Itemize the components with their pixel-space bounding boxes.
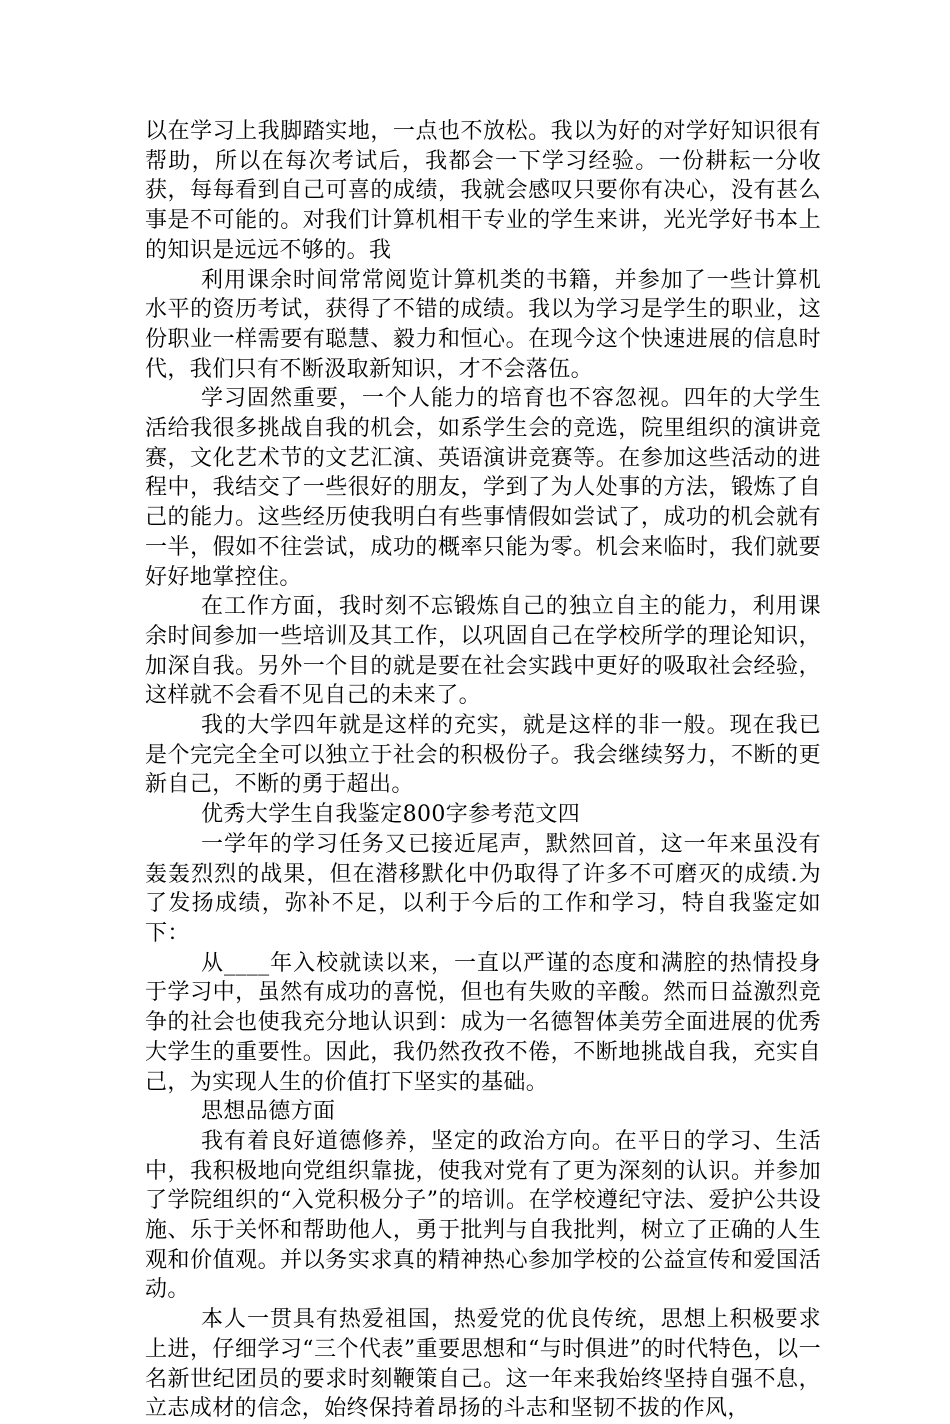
paragraph-patriotism: 本人一贯具有热爱祖国，热爱党的优良传统，思想上积极要求上进，仔细学习“三个代表”重要思想和“与时俱进”的时代特色，以一名新世纪团员的要求时刻鞭策自己。这一年来我始终坚持自强不息，立志成材的信念，始终保持着昂扬的斗志和坚韧不拔的作风， — [145, 1307, 821, 1422]
paragraph-since-enrollment: 从____年入校就读以来，一直以严谨的态度和满腔的热情投身于学习中，虽然有成功的喜悦，但也有失败的辛酸。然而日益激烈竞争的社会也使我充分地认识到：成为一名德智体美劳全面进展的优秀大学生的重要性。因此，我仍然孜孜不倦，不断地挑战自我，充实自己，为实现人生的价值打下坚实的基础。 — [145, 950, 821, 1095]
section-heading-sample-four: 优秀大学生自我鉴定800字参考范文四 — [201, 802, 581, 828]
paragraph-computer-reading: 利用课余时间常常阅览计算机类的书籍，并参加了一些计算机水平的资历考试，获得了不错的成绩。我以为学习是学生的职业，这份职业一样需要有聪慧、毅力和恒心。在现今这个快速进展的信息时代，我们只有不断汲取新知识，才不会落伍。 — [145, 267, 821, 382]
paragraph-work: 在工作方面，我时刻不忘锻炼自己的独立自主的能力，利用课余时间参加一些培训及其工作，以巩固自己在学校所学的理论知识，加深自我。另外一个目的就是要在社会实践中更好的吸取社会经验，这样就不会看不见自己的未来了。 — [145, 594, 821, 709]
paragraph-year-summary: 一学年的学习任务又已接近尾声，默然回首，这一年来虽没有轰轰烈烈的战果，但在潜移默化中仍取得了许多不可磨灭的成绩.为了发扬成绩，弥补不足，以利于今后的工作和学习，特自我鉴定如下： — [145, 831, 821, 946]
paragraph-four-years: 我的大学四年就是这样的充实，就是这样的非一般。现在我已是个完完全全可以独立于社会的积极份子。我会继续努力，不断的更新自己，不断的勇于超出。 — [145, 713, 821, 798]
paragraph-moral-cultivation: 我有着良好道德修养，坚定的政治方向。在平日的学习、生活中，我积极地向党组织靠拢，使我对党有了更为深刻的认识。并参加了学院组织的“入党积极分子”的培训。在学校遵纪守法、爱护公共设施、乐于关怀和帮助他人，勇于批判与自我批判，树立了正确的人生观和价值观。并以务实求真的精神热心参加学校的公益宣传和爱国活动。 — [145, 1128, 821, 1303]
section-heading-morality: 思想品德方面 — [201, 1099, 336, 1125]
document-body — [145, 117, 821, 1424]
paragraph-study-attitude: 以在学习上我脚踏实地，一点也不放松。我以为好的对学好知识很有帮助，所以在每次考试后，我都会一下学习经验。一份耕耘一分收获，每每看到自己可喜的成绩，我就会感叹只要你有决心，没有甚么事是不可能的。对我们计算机相干专业的学生来讲，光光学好书本上的知识是远远不够的。我 — [145, 119, 821, 263]
paragraph-ability-training: 学习固然重要，一个人能力的培育也不容忽视。四年的大学生活给我很多挑战自我的机会，如系学生会的竞选，院里组织的演讲竞赛，文化艺术节的文艺汇演、英语演讲竞赛等。在参加这些活动的进程中，我结交了一些很好的朋友，学到了为人处事的方法，锻炼了自己的能力。这些经历使我明白有些事情假如尝试了，成功的机会就有一半，假如不往尝试，成功的概率只能为零。机会来临时，我们就要好好地掌控住。 — [145, 386, 821, 590]
